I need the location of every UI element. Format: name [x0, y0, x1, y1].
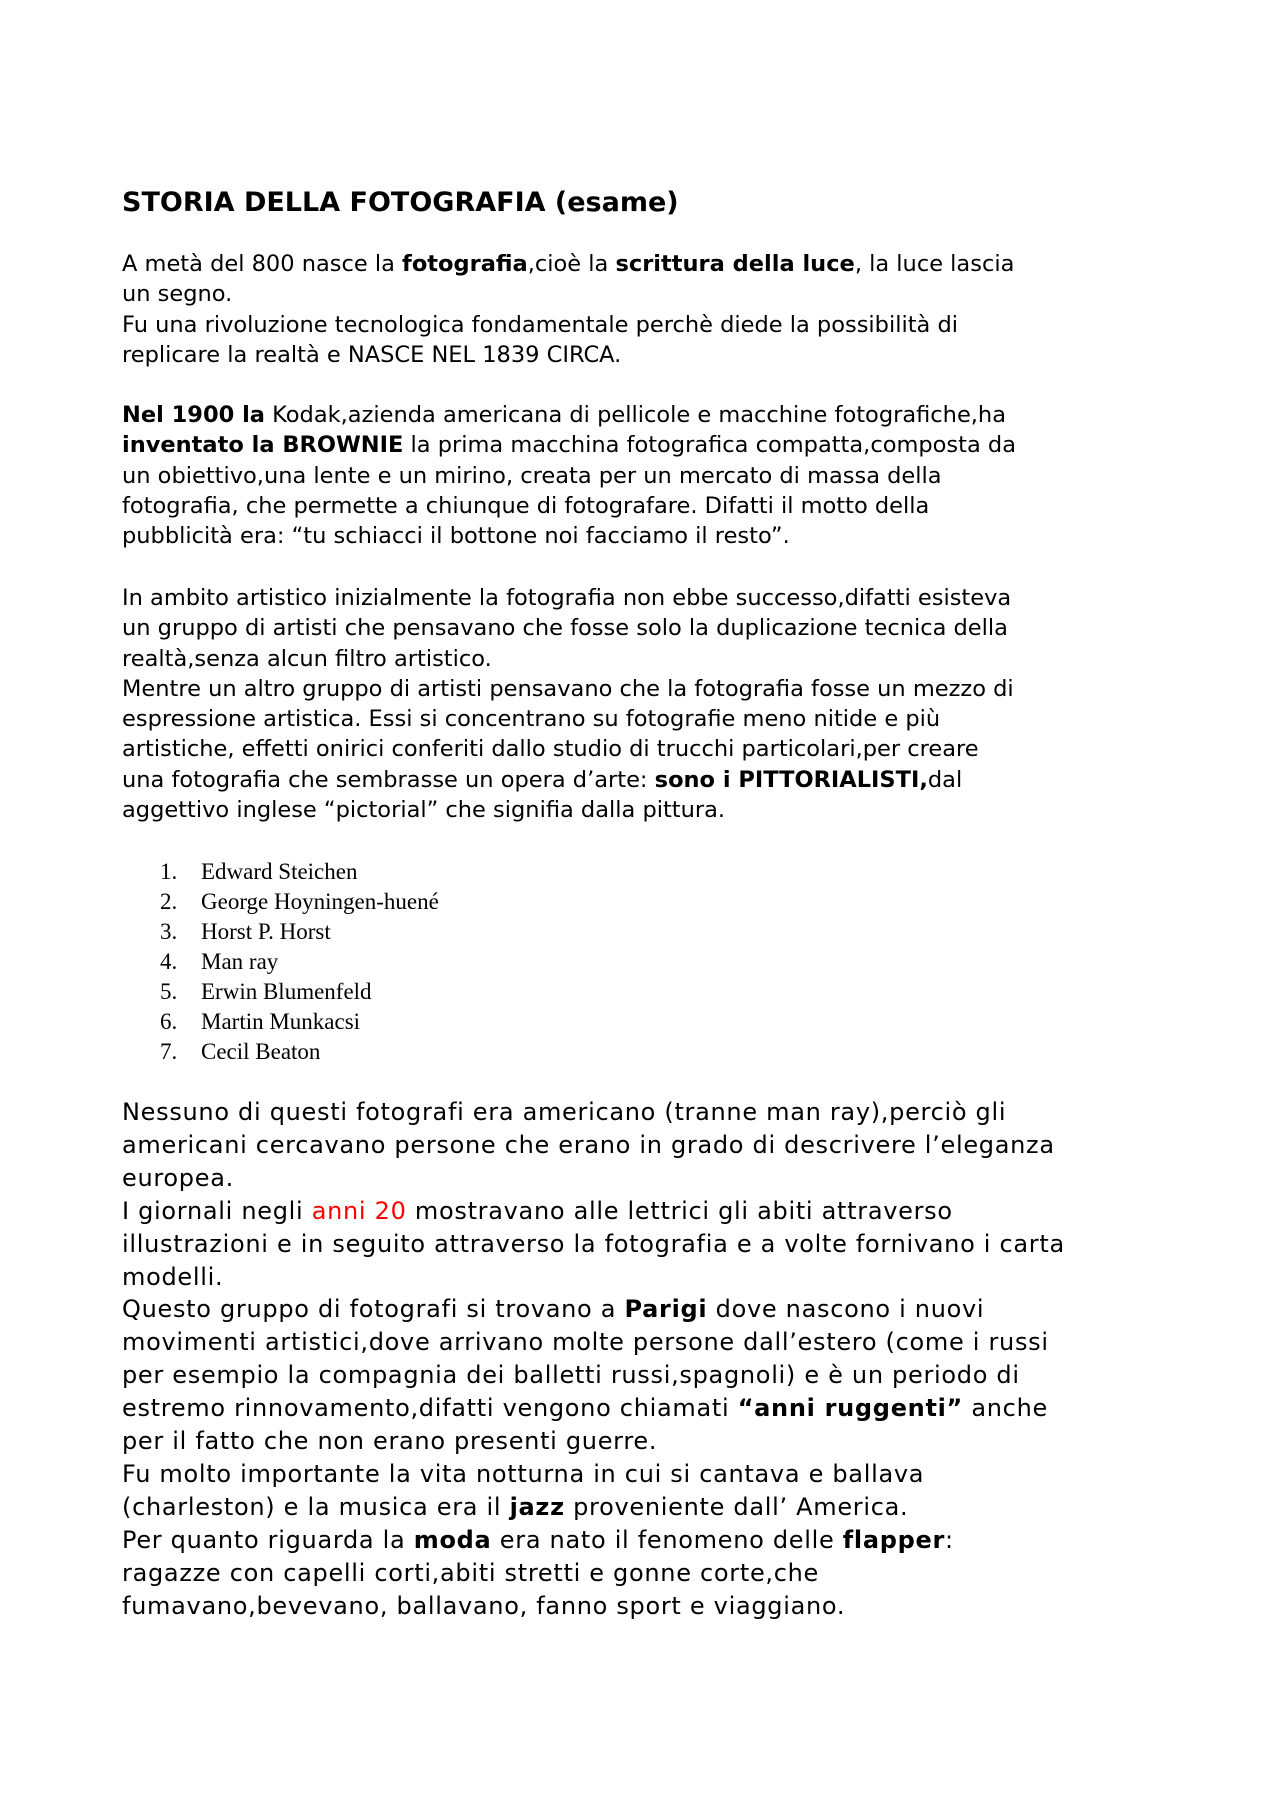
text-run: I giornali negli: [122, 1196, 312, 1225]
text-line: [122, 1359, 1065, 1392]
text-line: [122, 734, 1014, 764]
page-title: STORIA DELLA FOTOGRAFIA (esame): [122, 187, 679, 218]
text-line: [122, 279, 1014, 309]
text-run: pubblicità era: “tu schiacci il bottone noi facciamo il resto”.: [122, 523, 790, 550]
text-run: una fotografia che sembrasse un opera d’arte:: [122, 766, 655, 793]
text-line: [122, 1425, 1065, 1458]
text-line: [122, 1392, 1065, 1425]
text-run: (charleston) e la musica era il: [122, 1492, 510, 1521]
text-line: [122, 1524, 1065, 1557]
text-run: fumavano,bevevano, ballavano, fanno sport e viaggiano.: [122, 1591, 846, 1620]
list-number: 5.: [160, 979, 178, 1004]
list-item: [160, 977, 439, 1007]
list-item: [160, 1007, 439, 1037]
text-run: estremo rinnovamento,difatti vengono chiamati: [122, 1394, 738, 1423]
paragraph-kodak: [122, 400, 1016, 551]
text-run: proveniente dall’ America.: [564, 1492, 909, 1521]
text-run: artistiche, effetti onirici conferiti dallo studio di trucchi particolari,per creare: [122, 736, 979, 763]
text-line: [122, 310, 1014, 340]
text-line: [122, 765, 1014, 795]
text-run: Fu una rivoluzione tecnologica fondamentale perchè diede la possibilità di: [122, 311, 959, 338]
text-run: :: [945, 1525, 954, 1554]
list-item: [160, 947, 439, 977]
text-line: [122, 1096, 1065, 1129]
text-run: un obiettivo,una lente e un mirino, creata per un mercato di massa della: [122, 462, 942, 489]
photographer-name: Erwin Blumenfeld: [201, 979, 372, 1004]
text-run: dove nascono i nuovi: [707, 1295, 985, 1324]
text-line: [122, 644, 1014, 674]
text-line: [122, 1557, 1065, 1590]
text-run: replicare la realtà e NASCE NEL 1839 CIRCA.: [122, 341, 622, 368]
text-line: [122, 674, 1014, 704]
text-run: anche: [963, 1394, 1048, 1423]
text-run: espressione artistica. Essi si concentrano su fotografie meno nitide e più: [122, 706, 941, 733]
text-line: [122, 1228, 1065, 1261]
text-run: un segno.: [122, 281, 233, 308]
text-line: [122, 461, 1016, 491]
list-number: 2.: [160, 889, 178, 914]
list-number: 1.: [160, 859, 178, 884]
text-line: [122, 1491, 1065, 1524]
bold-text: Nel 1900 la: [122, 402, 265, 428]
text-line: [122, 1326, 1065, 1359]
bold-text: scrittura della luce: [615, 251, 855, 277]
text-run: europea.: [122, 1163, 234, 1192]
text-run: Kodak,azienda americana di pellicole e macchine fotografiche,ha: [265, 402, 1006, 428]
bold-text: fotografia: [402, 251, 528, 277]
text-line: [122, 1293, 1065, 1326]
text-line: [122, 704, 1014, 734]
text-run: per esempio la compagnia dei balletti russi,spagnoli) e è un periodo di: [122, 1361, 1020, 1390]
text-run: modelli.: [122, 1262, 224, 1291]
text-line: [122, 249, 1014, 279]
text-line: [122, 1590, 1065, 1623]
text-run: la prima macchina fotografica compatta,composta da: [403, 432, 1016, 459]
text-line: [122, 1162, 1065, 1195]
paragraph-pictorialists: [122, 583, 1014, 825]
photographer-list: [160, 857, 439, 1067]
text-run: illustrazioni e in seguito attraverso la fotografia e a volte fornivano i carta: [122, 1229, 1065, 1258]
text-run: , la luce lascia: [854, 251, 1015, 277]
paragraph-closing: [122, 1096, 1065, 1623]
text-run: per il fatto che non erano presenti guerre.: [122, 1427, 658, 1456]
text-line: [122, 400, 1016, 430]
bold-text: flapper: [842, 1525, 946, 1554]
photographer-name: Man ray: [201, 949, 279, 974]
text-run: mostravano alle lettrici gli abiti attraverso: [406, 1196, 953, 1225]
text-line: [122, 521, 1016, 551]
text-run: dal: [927, 766, 963, 793]
text-run: Fu molto importante la vita notturna in cui si cantava e ballava: [122, 1459, 925, 1488]
text-line: [122, 1129, 1065, 1162]
bold-text: moda: [413, 1525, 492, 1554]
bold-text: “anni ruggenti”: [737, 1394, 964, 1423]
text-line: [122, 340, 1014, 370]
text-run: Nessuno di questi fotografi era americano (tranne man ray),perciò gli: [122, 1098, 1007, 1126]
text-run: A metà del 800 nasce la: [122, 251, 403, 277]
bold-text: sono i PITTORIALISTI,: [654, 766, 928, 793]
text-run: era nato il fenomeno delle: [491, 1525, 843, 1554]
text-line: [122, 1261, 1065, 1294]
text-run: Per quanto riguarda la: [122, 1525, 414, 1554]
highlighted-text: anni 20: [311, 1196, 407, 1225]
list-item: [160, 887, 439, 917]
photographer-name: George Hoyningen-huené: [201, 889, 439, 914]
text-run: aggettivo inglese “pictorial” che signifia dalla pittura.: [122, 797, 726, 824]
text-run: fotografia, che permette a chiunque di fotografare. Difatti il motto della: [122, 492, 930, 519]
text-line: [122, 1458, 1065, 1491]
text-run: un gruppo di artisti che pensavano che fosse solo la duplicazione tecnica della: [122, 615, 1008, 642]
list-number: 7.: [160, 1039, 178, 1064]
paragraph-intro: [122, 249, 1014, 370]
text-run: ,cioè la: [527, 251, 616, 277]
text-line: [122, 430, 1016, 460]
photographer-name: Horst P. Horst: [201, 919, 331, 944]
text-line: [122, 795, 1014, 825]
text-run: ragazze con capelli corti,abiti stretti e gonne corte,che: [122, 1558, 820, 1587]
text-run: Mentre un altro gruppo di artisti pensavano che la fotografia fosse un mezzo di: [122, 675, 1014, 702]
text-line: [122, 491, 1016, 521]
list-number: 3.: [160, 919, 178, 944]
text-line: [122, 583, 1014, 613]
text-run: In ambito artistico inizialmente la fotografia non ebbe successo,difatti esisteva: [122, 585, 1012, 611]
list-item: [160, 917, 439, 947]
bold-text: jazz: [509, 1492, 565, 1521]
photographer-name: Edward Steichen: [201, 859, 358, 884]
text-line: [122, 613, 1014, 643]
bold-text: inventato la BROWNIE: [122, 432, 404, 459]
text-run: movimenti artistici,dove arrivano molte persone dall’estero (come i russi: [122, 1328, 1049, 1357]
list-item: [160, 1037, 439, 1067]
text-run: realtà,senza alcun filtro artistico.: [122, 645, 492, 672]
photographer-name: Cecil Beaton: [201, 1039, 321, 1064]
text-run: americani cercavano persone che erano in grado di descrivere l’eleganza: [122, 1130, 1055, 1159]
list-item: [160, 857, 439, 887]
text-line: [122, 1195, 1065, 1228]
text-run: Questo gruppo di fotografi si trovano a: [122, 1295, 625, 1324]
list-number: 4.: [160, 949, 178, 974]
photographer-name: Martin Munkacsi: [201, 1009, 361, 1034]
list-number: 6.: [160, 1009, 178, 1034]
bold-text: Parigi: [624, 1295, 708, 1324]
